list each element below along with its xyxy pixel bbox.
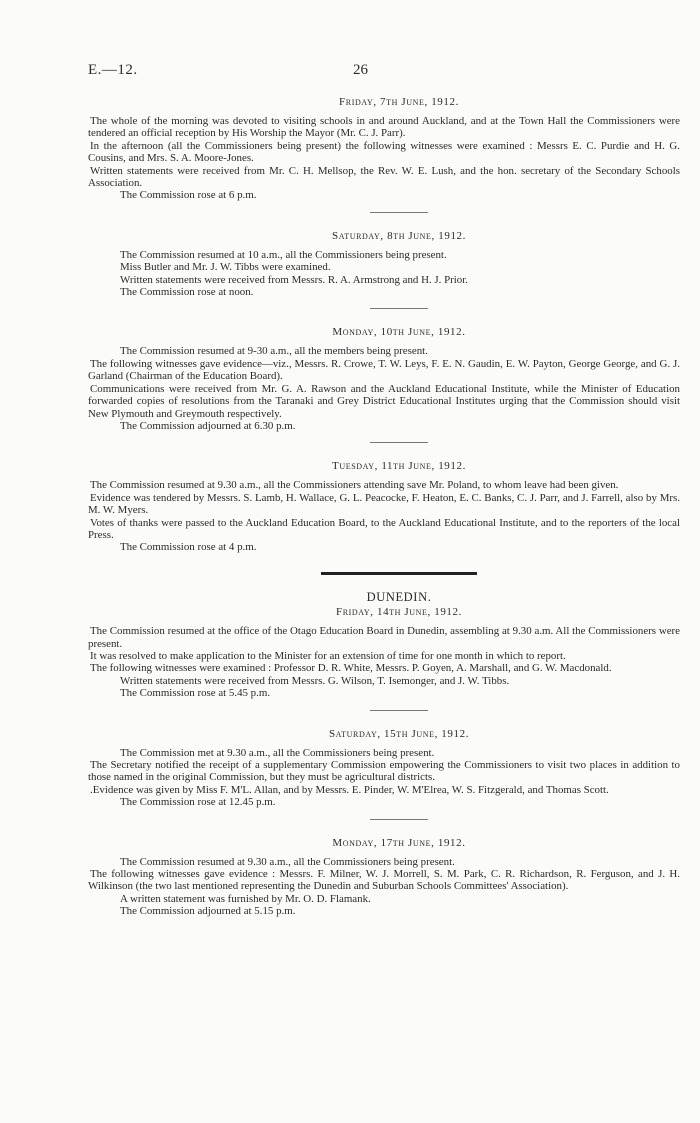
section-date: Monday, 17th June, 1912. [332, 836, 466, 849]
minutes-section [88, 326, 680, 432]
paragraph: Written statements were received from Messrs. G. Wilson, T. Isemonger, and J. W. Tibbs. [120, 674, 510, 687]
paragraph: Written statements were received from Mr. C. H. Mellsop, the Rev. W. E. Lush, and the hon. secretary of the Secondary Schools Association. [88, 164, 680, 190]
paragraph: The Commission rose at 4 p.m. [120, 541, 257, 554]
section-date: Saturday, 15th June, 1912. [328, 727, 470, 740]
minutes-section [88, 96, 680, 202]
paragraph: The following witnesses gave evidence : Messrs. F. Milner, W. J. Morrell, S. M. Park, C. R. Richardson, R. Ferguson, and J. H. Wilkinson (the two last mentioned representing the Dunedin and Suburban Schools Committees' Association). [88, 868, 680, 893]
paragraph: The Commission met at 9.30 a.m., all the Commissioners being present. [120, 746, 435, 759]
paragraph: The Commission adjourned at 6.30 p.m. [120, 419, 296, 432]
section-divider [370, 710, 428, 711]
minutes-body [88, 96, 680, 918]
paragraph: The Commission resumed at 9-30 a.m., all the members being present. [120, 345, 428, 358]
paragraph: Evidence was tendered by Messrs. S. Lamb, H. Wallace, G. L. Peacocke, F. Heaton, E. C. Banks, C. J. Parr, and J. Farrell, also by Mrs. M. W. Myers. [88, 491, 680, 517]
paragraph: The whole of the morning was devoted to visiting schools in and around Auckland, and at the Town Hall the Commissioners were tendered an official reception by His Worship the Mayor (Mr. C. J. Parr). [88, 115, 680, 140]
paragraph: Written statements were received from Messrs. R. A. Armstrong and H. J. Prior. [120, 273, 468, 286]
page-number: 26 [353, 62, 368, 78]
paragraph: The following witnesses were examined : Professor D. R. White, Messrs. P. Goyen, A. Marshall, and G. W. Macdonald. [90, 662, 612, 675]
paragraph: The Commission resumed at 9.30 a.m., all the Commissioners being present. [120, 855, 455, 868]
paragraph: In the afternoon (all the Commissioners being present) the following witnesses were examined : Messrs E. C. Purdie and H. G. Cousins, and Mrs. S. A. Moore-Jones. [88, 139, 680, 165]
paragraph: The Commission rose at 5.45 p.m. [120, 687, 271, 700]
paragraph: The Commission resumed at 10 a.m., all the Commissioners being present. [120, 248, 447, 261]
section-date: Saturday, 8th June, 1912. [332, 229, 466, 242]
section-date: Friday, 14th June, 1912. [335, 606, 462, 619]
page-reference: E.—12. [88, 62, 138, 78]
section-divider [370, 212, 428, 213]
paragraph: A written statement was furnished by Mr. O. D. Flamank. [120, 892, 371, 905]
paragraph: The Commission rose at noon. [120, 286, 254, 299]
section-divider [370, 308, 428, 309]
paragraph: The Commission resumed at 9.30 a.m., all the Commissioners attending save Mr. Poland, to whom leave had been given. [90, 479, 619, 492]
paragraph: .Evidence was given by Miss F. M'L. Allan, and by Messrs. E. Pinder, W. M'Elrea, W. S. Fitzgerald, and Thomas Scott. [90, 783, 609, 796]
paragraph: The Commission resumed at the office of the Otago Education Board in Dunedin, assembling at 9.30 a.m. All the Commissioners were present. [88, 625, 680, 650]
paragraph: It was resolved to make application to the Minister for an extension of time for one month in which to report. [90, 649, 566, 662]
section-date: Monday, 10th June, 1912. [332, 326, 466, 339]
minutes-section [88, 460, 680, 554]
section-divider [370, 819, 428, 820]
city-heading: DUNEDIN. [366, 589, 432, 604]
paragraph: The Commission rose at 6 p.m. [120, 189, 257, 202]
section-date: Friday, 7th June, 1912. [339, 96, 459, 108]
paragraph: The Commission rose at 12.45 p.m. [120, 796, 276, 809]
minutes-section [88, 727, 680, 809]
minutes-section [118, 230, 680, 299]
section-date: Tuesday, 11th June, 1912. [332, 460, 466, 473]
minutes-section [88, 589, 680, 700]
paragraph: The Commission adjourned at 5.15 p.m. [120, 905, 296, 918]
city-divider [321, 572, 477, 575]
paragraph: Votes of thanks were passed to the Auckland Education Board, to the Auckland Educational Institute, and to the reporters of the local Press. [88, 516, 680, 541]
minutes-section [88, 836, 680, 918]
paragraph: The following witnesses gave evidence—viz., Messrs. R. Crowe, T. W. Leys, F. E. N. Gaudin, E. W. Payton, George George, and G. J. Garland (Chairman of the Education Board). [88, 357, 680, 383]
paragraph: Miss Butler and Mr. J. W. Tibbs were examined. [120, 261, 331, 274]
paragraph: Communications were received from Mr. G. A. Rawson and the Auckland Educational Institute, while the Minister of Education forwarded copies of resolutions from the Taranaki and Grey District Educational Institutes urging that the Commission should visit New Plymouth and Greymouth respectively. [88, 382, 680, 420]
paragraph: The Secretary notified the receipt of a supplementary Commission empowering the Commissioners to visit two places in addition to those named in the original Commission, but they must be agricultural districts. [88, 759, 680, 784]
section-divider [370, 442, 428, 443]
